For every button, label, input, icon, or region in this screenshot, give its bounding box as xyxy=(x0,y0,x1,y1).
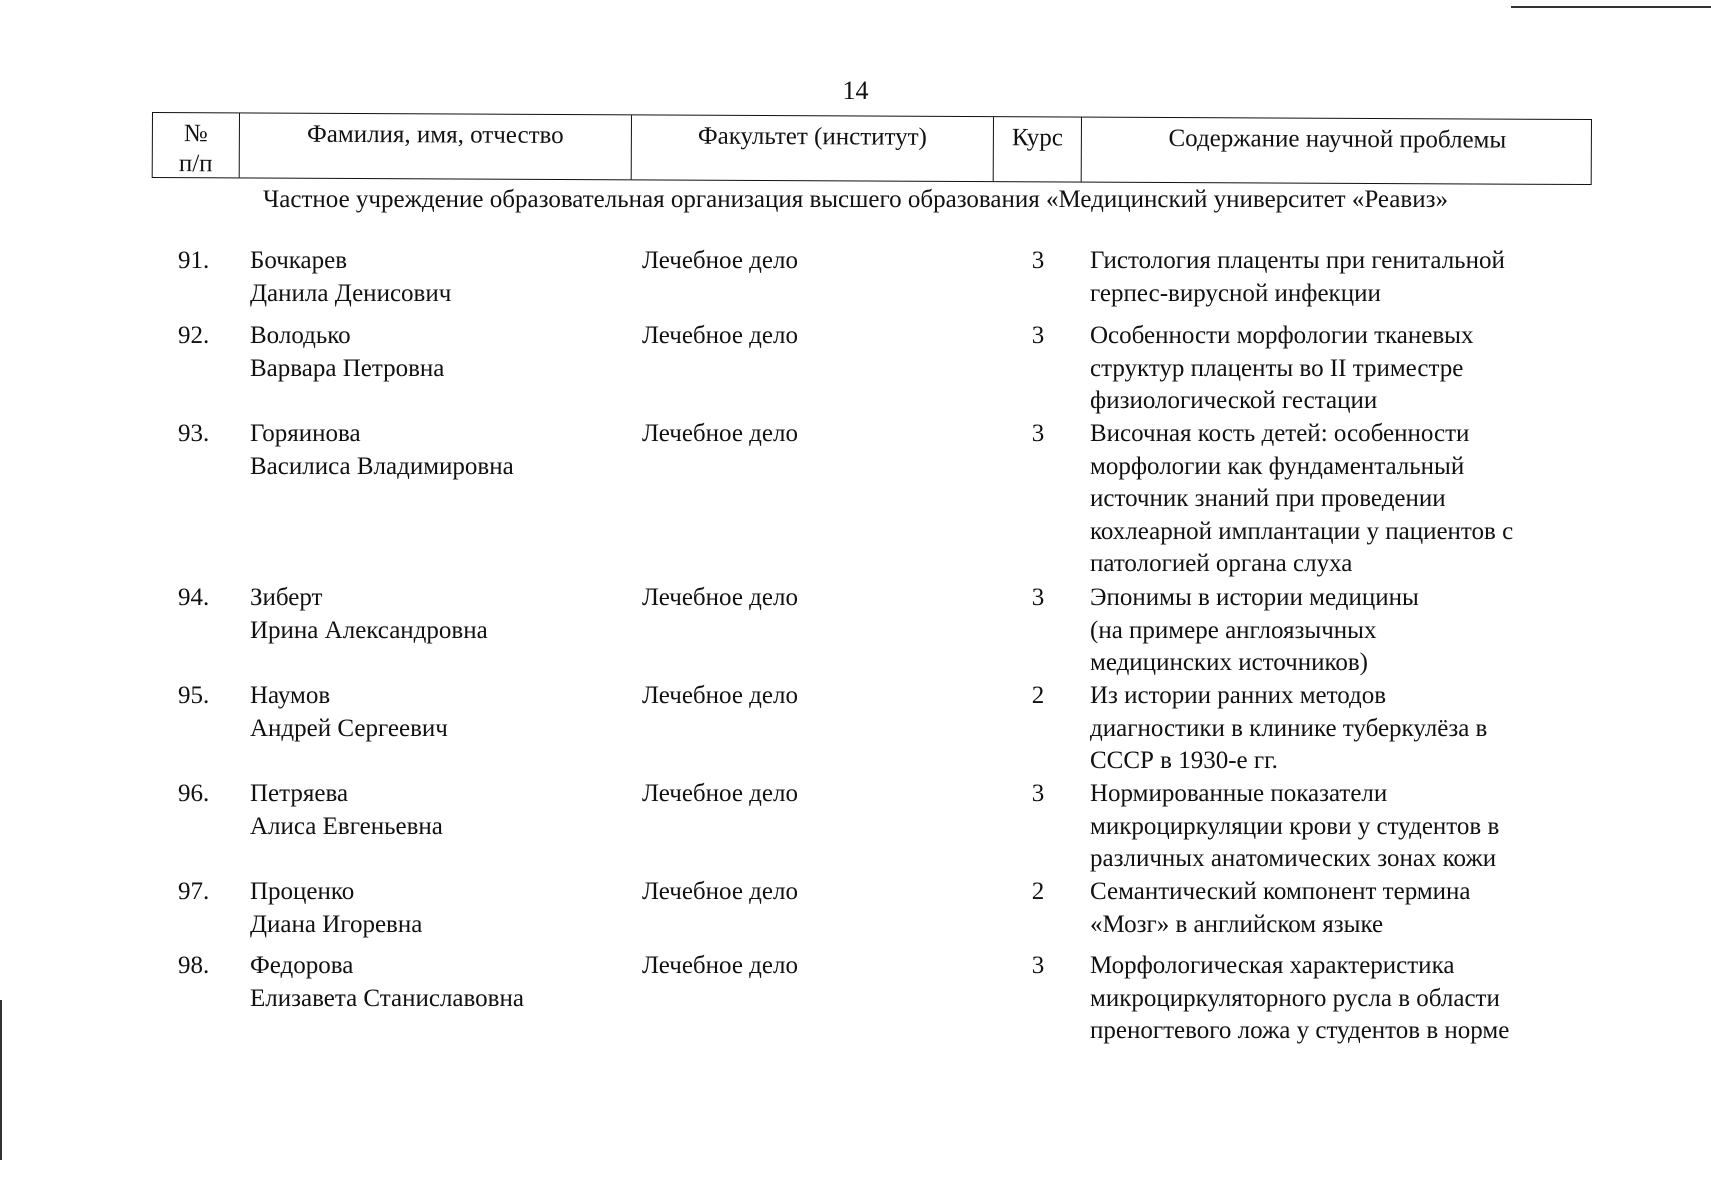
student-name-line: Федорова xyxy=(250,952,354,979)
student-name-line: Данила Денисович xyxy=(250,279,452,307)
row-number: 97. xyxy=(178,878,210,905)
research-topic-line: структур плаценты во II триместре xyxy=(1090,354,1464,382)
student-name-line: Наумов xyxy=(250,682,331,709)
research-topic-line: Нормированные показатели xyxy=(1090,780,1388,807)
research-topic xyxy=(1090,418,1610,581)
research-topic-line: преногтевого ложа у студентов в норме xyxy=(1090,1017,1510,1044)
faculty: Лечебное дело xyxy=(642,322,798,349)
student-name xyxy=(250,582,630,647)
faculty: Лечебное дело xyxy=(642,420,798,447)
student-name xyxy=(250,245,630,310)
student-name xyxy=(250,778,630,843)
course: 3 xyxy=(1031,952,1045,979)
student-name-line: Елизавета Станиславовна xyxy=(250,984,524,1012)
research-topic-line: физиологической гестации xyxy=(1090,387,1378,414)
row-number: 94. xyxy=(178,584,210,611)
faculty: Лечебное дело xyxy=(642,952,798,979)
research-topic-line: медицинских источников) xyxy=(1090,649,1368,676)
research-topic-line: патологией органа слуха xyxy=(1090,550,1353,577)
research-topic-line: СССР в 1930-е гг. xyxy=(1090,747,1278,774)
student-name-line: Зиберт xyxy=(250,584,323,611)
research-topic-line: Семантический компонент термина xyxy=(1090,878,1471,905)
faculty: Лечебное дело xyxy=(642,780,798,807)
research-topic-line: (на примере англоязычных xyxy=(1090,616,1377,644)
row-number: 92. xyxy=(178,322,210,349)
row-number: 93. xyxy=(178,420,210,447)
research-topic-line: Эпонимы в истории медицины xyxy=(1090,584,1419,611)
research-topic-line: Височная кость детей: особенности xyxy=(1090,420,1470,447)
course: 3 xyxy=(1031,247,1045,274)
course: 2 xyxy=(1031,878,1045,905)
header-num-line: п/п xyxy=(178,150,213,178)
research-topic-line: различных анатомических зонах кожи xyxy=(1090,845,1497,872)
faculty: Лечебное дело xyxy=(642,247,798,274)
research-topic-line: морфологии как фундаментальный xyxy=(1090,452,1465,480)
student-name-line: Петряева xyxy=(250,780,349,807)
research-topic-line: диагностики в клинике туберкулёза в xyxy=(1090,714,1488,742)
faculty: Лечебное дело xyxy=(642,682,798,709)
student-name-line: Горяинова xyxy=(250,420,361,447)
research-topic xyxy=(1090,320,1610,418)
research-topic xyxy=(1090,778,1610,876)
research-topic xyxy=(1090,245,1610,310)
student-name-line: Проценко xyxy=(250,878,355,905)
research-topic-line: герпес-вирусной инфекции xyxy=(1090,279,1381,307)
row-number: 98. xyxy=(178,952,210,979)
row-number: 96. xyxy=(178,780,210,807)
student-name-line: Диана Игоревна xyxy=(250,910,423,938)
row-number: 95. xyxy=(178,682,210,709)
research-topic xyxy=(1090,582,1610,680)
course: 3 xyxy=(1031,420,1045,447)
header-num-line: № xyxy=(183,120,208,148)
row-number: 91. xyxy=(178,247,210,274)
header-faculty: Факультет (институт) xyxy=(632,115,994,181)
faculty: Лечебное дело xyxy=(642,878,798,905)
organization-title: Частное учреждение образовательная организация высшего образования «Медицинский университет «Реавиз» xyxy=(263,186,1448,213)
research-topic-line: Морфологическая характеристика xyxy=(1090,952,1455,979)
research-topic xyxy=(1090,680,1610,778)
student-name-line: Варвара Петровна xyxy=(250,354,445,382)
research-topic-line: источник знаний при проведении xyxy=(1090,485,1446,512)
header-course: Курс xyxy=(994,117,1082,181)
student-name xyxy=(250,876,630,941)
research-topic-line: кохлеарной имплантации у пациентов с xyxy=(1090,517,1514,545)
page-number: 14 xyxy=(842,76,869,105)
course: 3 xyxy=(1031,584,1045,611)
student-name-line: Володько xyxy=(250,322,351,349)
student-name xyxy=(250,418,630,483)
research-topic-line: Особенности морфологии тканевых xyxy=(1090,322,1474,349)
research-topic-line: микроциркуляции крови у студентов в xyxy=(1090,812,1500,840)
research-topic xyxy=(1090,876,1610,941)
student-name xyxy=(250,950,630,1015)
student-name-line: Ирина Александровна xyxy=(250,616,488,644)
research-topic xyxy=(1090,950,1610,1048)
course: 3 xyxy=(1031,780,1045,807)
student-name-line: Алиса Евгеньевна xyxy=(250,812,443,840)
student-name xyxy=(250,320,630,385)
faculty: Лечебное дело xyxy=(642,584,798,611)
header-name: Фамилия, имя, отчество xyxy=(240,113,632,179)
course: 2 xyxy=(1031,682,1045,709)
header-topic: Содержание научной проблемы xyxy=(1168,124,1507,154)
research-topic-line: «Мозг» в английском языке xyxy=(1090,910,1384,938)
research-topic-line: Из истории ранних методов xyxy=(1090,682,1387,709)
student-name-line: Василиса Владимировна xyxy=(250,452,514,480)
student-name-line: Андрей Сергеевич xyxy=(250,714,448,742)
student-name-line: Бочкарев xyxy=(250,247,348,274)
research-topic-line: Гистология плаценты при генитальной xyxy=(1090,247,1505,274)
research-topic-line: микроциркуляторного русла в области xyxy=(1090,984,1500,1012)
student-name xyxy=(250,680,630,745)
course: 3 xyxy=(1031,322,1045,349)
